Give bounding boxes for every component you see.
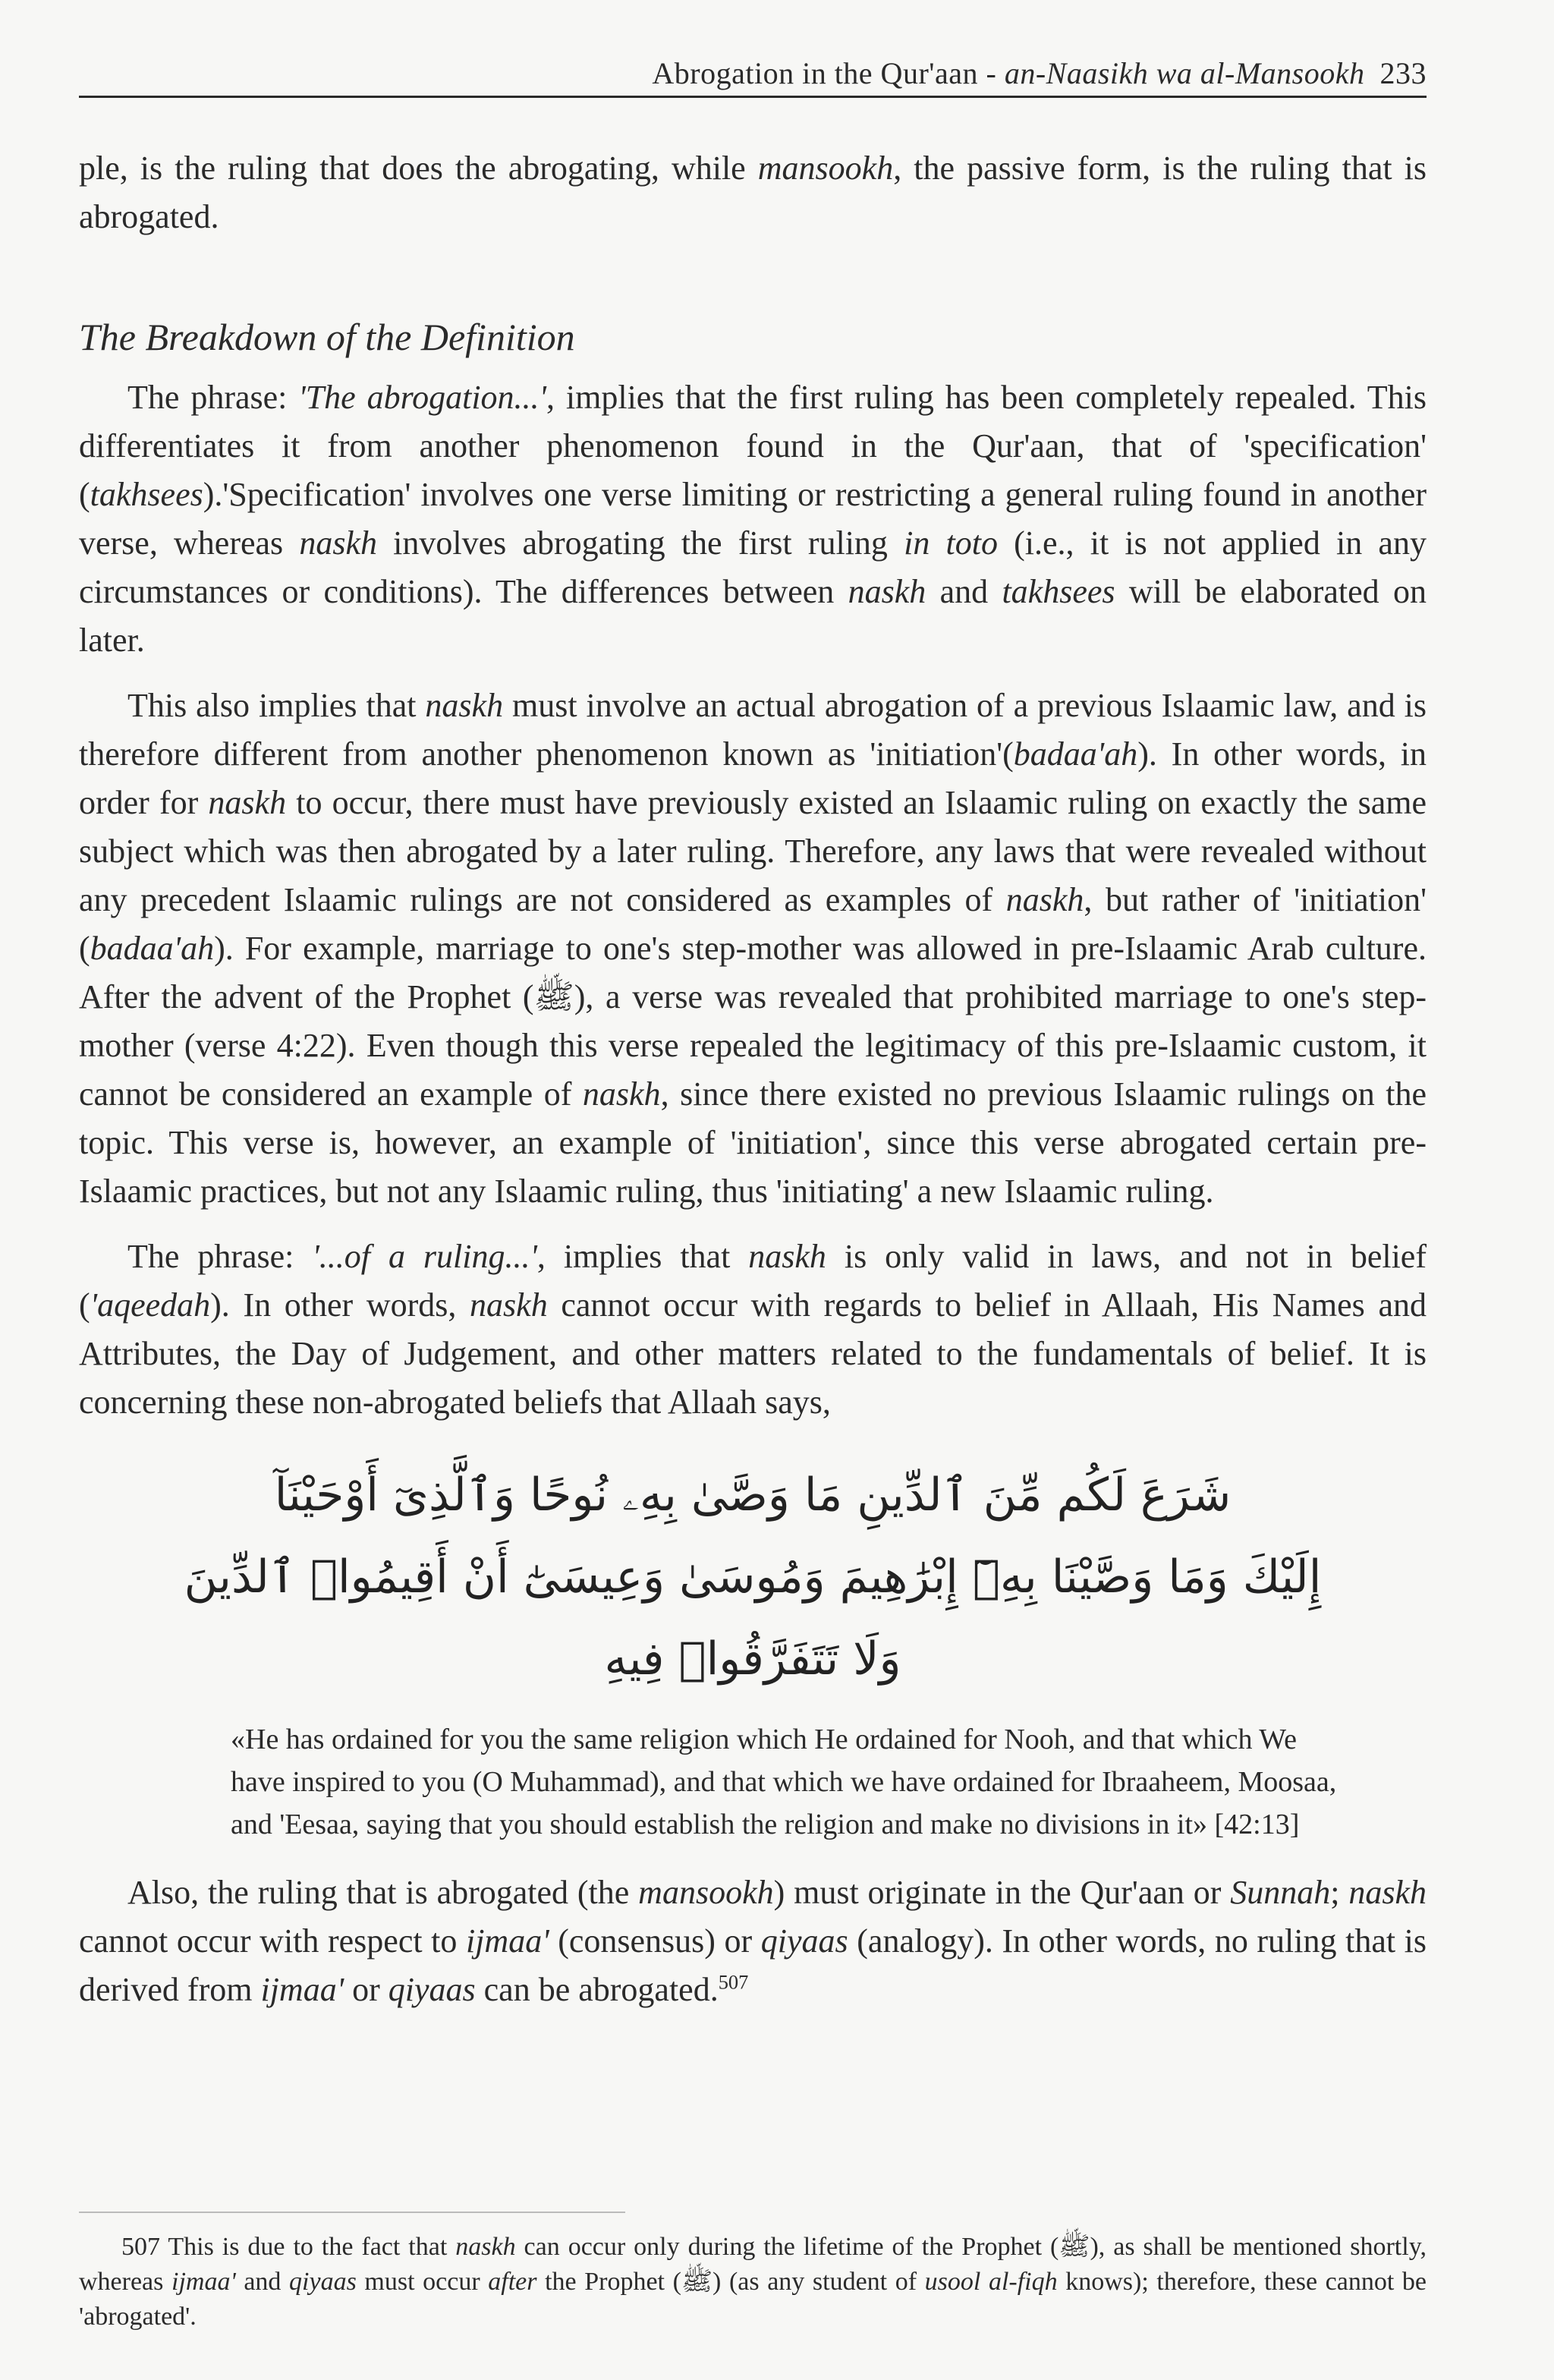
page-number: 233 (1379, 56, 1427, 90)
paragraph-origin: Also, the ruling that is abrogated (the mansookh) must originate in the Qur'aan or Sunnah; naskh cannot occur with respect to ijmaa' (consensus) or qiyaas (analogy). In other words, no ruling that is derived from ijmaa' or qiyaas can be abrogated.$^{507}$ (79, 1874, 1427, 2008)
arabic-verse-line: وَلَا تَتَفَرَّقُوا۟ فِيهِ (604, 1632, 901, 1686)
footnote-507: 507 This is due to the fact that naskh can occur only during the lifetime of the Prophet (ﷺ), as shall be mentioned shortly, whereas ijmaa' and qiyaas must occur after the Prophet (ﷺ) (as any student of usool al-fiqh knows); therefore, these cannot be 'abrogated'. (79, 2233, 1427, 2331)
arabic-verse-line: شَرَعَ لَكُم مِّنَ ٱلدِّينِ مَا وَصَّىٰ بِهِۦ نُوحًا وَٱلَّذِىٓ أَوْحَيْنَآ (274, 1469, 1232, 1522)
paragraph-continued: ple, is the ruling that does the abrogating, while mansookh, the passive form, is the ruling that is abrogated. (79, 150, 1427, 235)
paragraph-of-a-ruling: The phrase: '...of a ruling...', implies that naskh is only valid in laws, and not in belief ('aqeedah). In other words, naskh cannot occur with regards to belief in Allaah, His Names and Attributes, the Day of Judgement, and other matters related to the fundamentals of belief. It is concerning these non-abrogated beliefs that Allaah says, (79, 1238, 1427, 1421)
page-body (79, 144, 1427, 2031)
paragraph-abrogation-phrase: The phrase: 'The abrogation...', implies that the first ruling has been completely repealed. This differentiates it from another phenomenon found in the Qur'aan, that of 'specification' (takhsees).'Specification' involves one verse limiting or restricting a general ruling found in another verse, whereas naskh involves abrogating the first ruling in toto (i.e., it is not applied in any circumstances or conditions). The differences between naskh and takhsees will be elaborated on later. (79, 379, 1427, 659)
paragraph-initiation: This also implies that naskh must involve an actual abrogation of a previous Islaamic law, and is therefore different from another phenomenon known as 'initiation'(badaa'ah). In other words, in order for naskh to occur, there must have previously existed an Islaamic ruling on exactly the same subject which was then abrogated by a later ruling. Therefore, any laws that were revealed without any precedent Islaamic rulings are not considered as examples of naskh, but rather of 'initiation' (badaa'ah). For example, marriage to one's step-mother was allowed in pre-Islaamic Arab culture. After the advent of the Prophet (ﷺ), a verse was revealed that prohibited marriage to one's step-mother (verse 4:22). Even though this verse repealed the legitimacy of this pre-Islaamic custom, it cannot be considered an example of naskh, since there existed no previous Islaamic rulings on the topic. This verse is, however, an example of 'initiation', since this verse abrogated certain pre-Islaamic practices, but not any Islaamic ruling, thus 'initiating' a new Islaamic ruling. (79, 687, 1427, 1210)
footnote-divider (79, 2212, 625, 2213)
arabic-verse (79, 1454, 1427, 1700)
arabic-verse-line: إِلَيْكَ وَمَا وَصَّيْنَا بِهِۦٓ إِبْرَٰهِيمَ وَمُوسَىٰ وَعِيسَىٰٓ أَنْ أَقِيمُوا۟ ٱلدِّينَ (184, 1550, 1322, 1604)
section-heading: The Breakdown of the Definition (79, 316, 575, 358)
footnote-ref[interactable]: 507 (718, 1970, 749, 1994)
verse-translation: «He has ordained for you the same religion which He ordained for Nooh, and that which We have inspired to you (O Muhammad), and that which we have ordained for Ibraaheem, Moosaa, and 'Eesaa, saying that you should establish the religion and make no divisions in it» [42:13] (231, 1724, 1337, 1840)
running-header (79, 38, 1427, 98)
header-title: Abrogation in the Qur'aan - an-Naasikh wa al-Mansookh (652, 56, 1365, 90)
